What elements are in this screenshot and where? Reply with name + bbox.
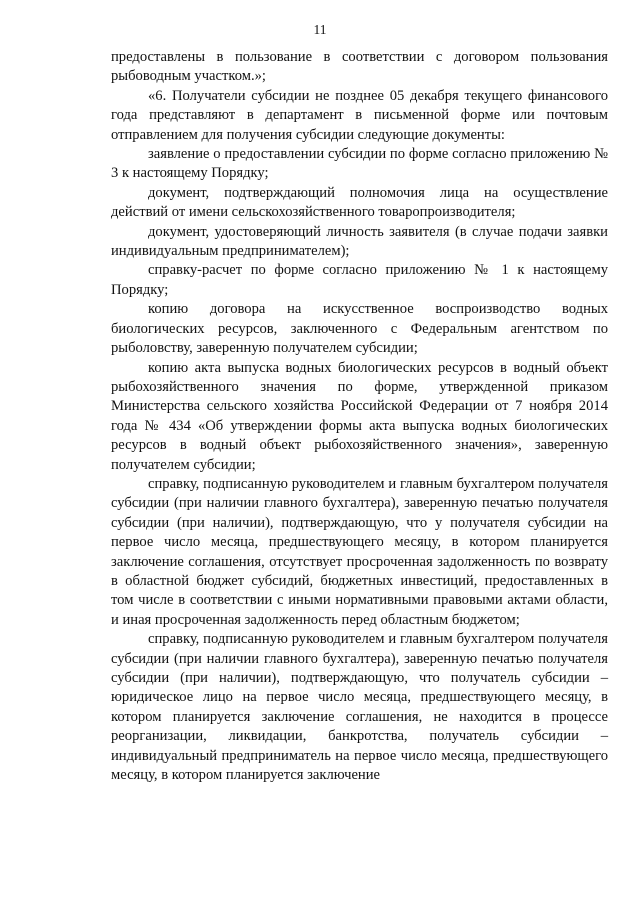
paragraph-identity-document: документ, удостоверяющий личность заявителя (в случае подачи заявки индивидуальным предпринимателем); — [111, 223, 608, 260]
paragraph-no-debt-certificate: справку, подписанную руководителем и главным бухгалтером получателя субсидии (при наличии главного бухгалтера), заверенную печатью получателя субсидии (при наличии), подтверждающую, что у получателя субсидии на первое число месяца, предшествующего месяцу, в котором планируется заключение соглашения, отсутствует просроченная задолженность по возврату в областной бюджет субсидий, бюджетных инвестиций, предоставленных в том числе в соответствии с иными нормативными правовыми актами области, и иная просроченная задолженность перед областным бюджетом; — [111, 475, 608, 628]
paragraph-no-reorganization-certificate: справку, подписанную руководителем и главным бухгалтером получателя субсидии (при наличии главного бухгалтера), заверенную печатью получателя субсидии (при наличии), подтверждающую, что получатель субсидии – юридическое лицо на первое число месяца, предшествующего месяцу, в котором планируется заключение соглашения, не находится в процессе реорганизации, ликвидации, банкротства, получатель субсидии – индивидуальный предприниматель на первое число месяца, предшествующего месяцу, в котором планируется заключение — [111, 631, 608, 784]
paragraph-release-act: копию акта выпуска водных биологических ресурсов в водный объект рыбохозяйственного значения по форме, утвержденной приказом Министерства сельского хозяйства Российской Федерации от 7 ноября 2014 года № 434 «Об утверждении формы акта выпуска водных биологических ресурсов в водный объект рыбохозяйственного значения», заверенную получателем субсидии; — [111, 359, 608, 473]
paragraph-application: заявление о предоставлении субсидии по форме согласно приложению № 3 к настоящему Порядку; — [111, 146, 608, 182]
paragraph-item-6-intro: «6. Получатели субсидии не позднее 05 декабря текущего финансового года представляют в департамент в письменной форме или почтовым отправлением для получения субсидии следующие документы: — [111, 87, 608, 143]
document-body — [111, 48, 608, 785]
paragraph-continuation: предоставлены в пользование в соответствии с договором пользования рыбоводным участком.»; — [111, 49, 608, 85]
paragraph-reproduction-contract: копию договора на искусственное воспроизводство водных биологических ресурсов, заключенного с Федеральным агентством по рыболовству, заверенную получателем субсидии; — [111, 301, 608, 357]
page-number: 11 — [313, 22, 327, 37]
paragraph-authority-document: документ, подтверждающий полномочия лица на осуществление действий от имени сельскохозяйственного товаропроизводителя; — [111, 184, 608, 221]
paragraph-calculation-certificate: справку-расчет по форме согласно приложению № 1 к настоящему Порядку; — [111, 262, 608, 298]
